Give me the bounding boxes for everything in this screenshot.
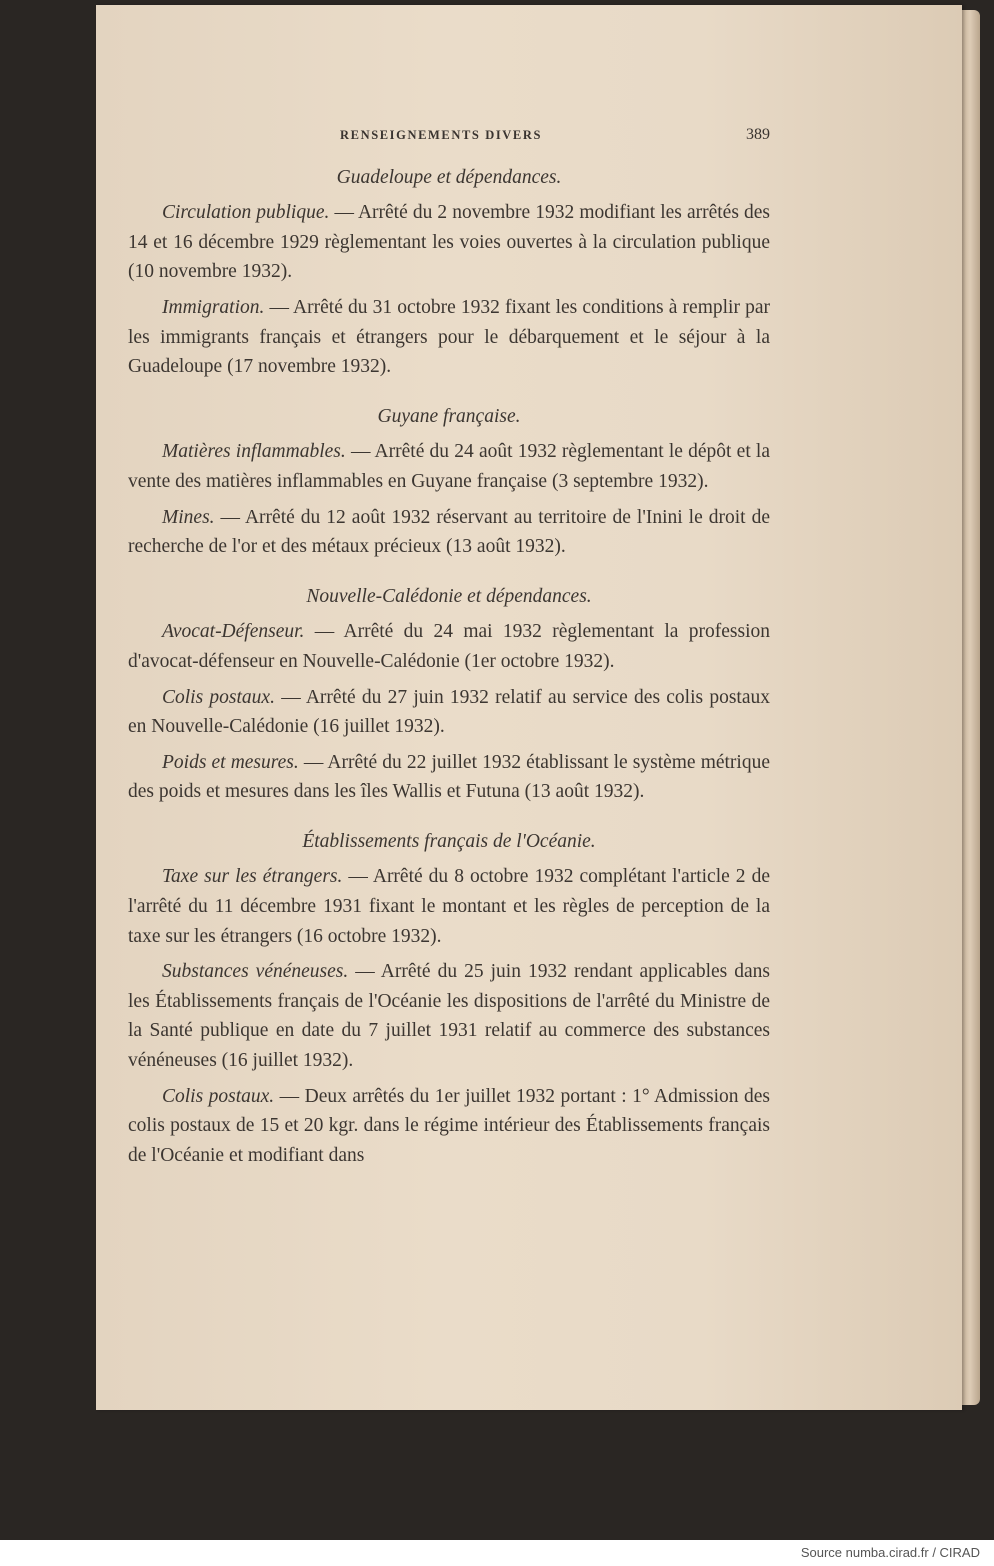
entry-text: — Arrêté du 24 août 1932 règlementant le dépôt et la vente des matières inflammables en Guyane française (3 septembre 1932). [128,441,771,492]
section-oceanie [128,827,770,1171]
section-title: Nouvelle-Calédonie et dépendances. [306,585,592,607]
section-guadeloupe [128,163,770,382]
entry-lead: Poids et mesures. [162,751,299,773]
entry-lead: Colis postaux. [162,1085,275,1107]
entry-circulation-publique [128,198,770,287]
entry-text: — Arrêté du 24 mai 1932 règlementant la profession d'avocat-défenseur en Nouvelle-Calédonie (1er octobre 1932). [128,621,770,672]
entry-substances-veneneuses [128,957,770,1075]
section-title: Guadeloupe et dépendances. [336,166,562,188]
entry-lead: Mines. [162,506,215,528]
entry-text: — Arrêté du 22 juillet 1932 établissant le système métrique des poids et mesures dans les îles Wallis et Futuna (13 août 1932). [128,751,770,803]
entry-lead: Taxe sur les étrangers. [162,866,343,888]
entry-colis-postaux [128,683,770,742]
entry-text: — Arrêté du 27 juin 1932 relatif au service des colis postaux en Nouvelle-Calédonie (16 juillet 1932). [128,686,770,738]
source-credit: Source numba.cirad.fr / CIRAD [800,1545,980,1560]
section-nouvelle-caledonie [128,582,770,807]
entry-matieres-inflammables [128,437,770,496]
entry-text: — Arrêté du 25 juin 1932 rendant applicables dans les Établissements français de l'Océanie les dispositions de l'arrêté du Ministre de la Santé publique en date du 7 juillet 1931 relatif au commerce des substances vénéneuses (16 juillet 1932). [128,961,771,1072]
entry-lead: Matières inflammables. [162,441,346,463]
entry-mines [128,503,770,562]
entry-text: — Arrêté du 2 novembre 1932 modifiant les arrêtés des 14 et 16 décembre 1929 règlementant les voies ouvertes à la circulation publique (10 novembre 1932). [128,202,770,283]
entry-text: — Arrêté du 12 août 1932 réservant au territoire de l'Inini le droit de recherche de l'or et des métaux précieux (13 août 1932). [128,506,770,558]
running-title: RENSEIGNEMENTS DIVERS [340,128,543,142]
entry-lead: Avocat-Défenseur. [162,621,305,643]
entry-lead: Substances vénéneuses. [162,961,349,983]
entry-avocat-defenseur [128,617,770,676]
section-title: Guyane française. [377,405,521,427]
entry-text: — Arrêté du 31 octobre 1932 fixant les conditions à remplir par les immigrants français et étrangers pour le débarquement et le séjour à la Guadeloupe (17 novembre 1932). [128,296,770,378]
section-title: Établissements français de l'Océanie. [302,830,596,852]
entry-text: — Arrêté du 8 octobre 1932 complétant l'article 2 de l'arrêté du 11 décembre 1931 fixant le montant et les règles de perception de la taxe sur les étrangers (16 octobre 1932). [128,866,770,947]
entry-taxe-sur-les-etrangers [128,862,770,951]
running-header [128,120,770,151]
entry-text: — Deux arrêtés du 1er juillet 1932 portant : 1° Admission des colis postaux de 15 et 20 kgr. dans le régime intérieur des Établissements français de l'Océanie et modifiant dans [128,1085,771,1166]
entry-poids-et-mesures [128,748,770,807]
page-number: 389 [746,126,770,143]
section-guyane [128,402,770,562]
page-text [128,120,770,1176]
entry-lead: Immigration. [162,296,265,318]
entry-colis-postaux-oceanie [128,1082,770,1171]
entry-immigration [128,293,770,382]
entry-lead: Colis postaux. [162,686,275,708]
entry-lead: Circulation publique. [162,202,330,224]
